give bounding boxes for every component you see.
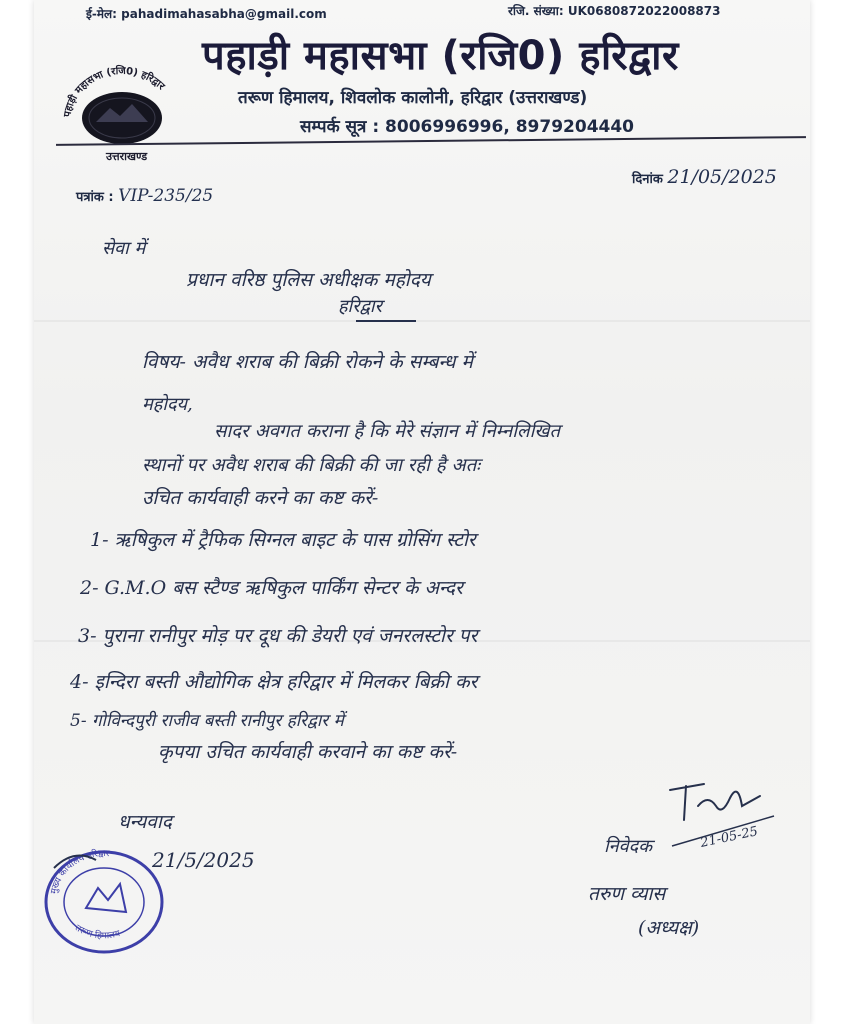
logo-text-bottom: उत्तराखण्ड [106, 150, 148, 163]
signer-title: (अध्यक्ष) [638, 917, 700, 939]
body-line-2: स्थानों पर अवैध शराब की बिक्री की जा रही है अतः [142, 455, 480, 476]
list-item-3: 3- पुराना रानीपुर मोड़ पर दूध की डेयरी एवं जनरलस्टोर पर [78, 625, 478, 647]
stamp-text-bottom: तरूण हिमालय [73, 923, 122, 942]
signer-name: तरुण व्यास [588, 883, 666, 905]
paper-crease [34, 320, 810, 322]
reference-label: पत्रांक : [76, 190, 114, 205]
nivedak-label: निवेदक [604, 836, 653, 857]
recipient-underline [356, 320, 416, 322]
date-value: 21/05/2025 [667, 166, 777, 188]
closing-request: कृपया उचित कार्यवाही करवाने का कष्ट करें- [158, 741, 458, 763]
date-label: दिनांक [632, 172, 663, 187]
thanks: धन्यवाद [118, 811, 172, 833]
list-item-4: 4- इन्दिरा बस्ती औद्योगिक क्षेत्र हरिद्वार में मिलकर बिक्री कर [70, 671, 478, 693]
recipient-line-1: प्रधान वरिष्ठ पुलिस अधीक्षक महोदय [186, 269, 431, 291]
organization-logo [52, 56, 192, 166]
reference-number [76, 186, 213, 206]
letter-date [632, 166, 777, 188]
letter-subject: विषय- अवैध शराब की बिक्री रोकने के सम्बन्ध में [142, 351, 473, 373]
letterhead-registration-number: रजि. संख्या: UK0680872022008873 [508, 4, 721, 18]
body-line-3: उचित कार्यवाही करने का कष्ट करें- [142, 487, 379, 509]
list-item-1: 1- ऋषिकुल में ट्रैफिक सिग्नल बाइट के पास ग्रोसिंग स्टोर [90, 529, 476, 551]
stamp-text-top: मुख्य कार्यालय हरिद्वार [49, 848, 110, 895]
letterhead-email: ई-मेल: pahadimahasabha@gmail.com [86, 7, 327, 21]
reference-value: VIP-235/25 [118, 186, 214, 206]
letterhead-contact: सम्पर्क सूत्र : 8006996996, 8979204440 [300, 117, 635, 137]
logo-text-top: पहाड़ी महासभा (रजि0) हरिद्वार [62, 65, 167, 118]
letterhead-address: तरूण हिमालय, शिवलोक कालोनी, हरिद्वार (उत्तराखण्ड) [238, 88, 588, 108]
list-item-2: 2- G.M.O बस स्टैण्ड ऋषिकुल पार्किंग सेन्टर के अन्दर [80, 577, 463, 599]
signature-date: 21-05-25 [699, 824, 760, 851]
stamp-date: 21/5/2025 [152, 848, 255, 872]
body-line-1: सादर अवगत कराना है कि मेरे संज्ञान में निम्नलिखित [214, 421, 561, 442]
letter-address-line: महोदय, [142, 394, 193, 415]
organization-name: पहाड़ी महासभा (रजि0) हरिद्वार [202, 33, 679, 79]
salutation: सेवा में [102, 238, 146, 259]
recipient-line-2: हरिद्वार [338, 296, 382, 317]
list-item-5: 5- गोविन्दपुरी राजीव बस्ती रानीपुर हरिद्वार में [70, 711, 344, 731]
